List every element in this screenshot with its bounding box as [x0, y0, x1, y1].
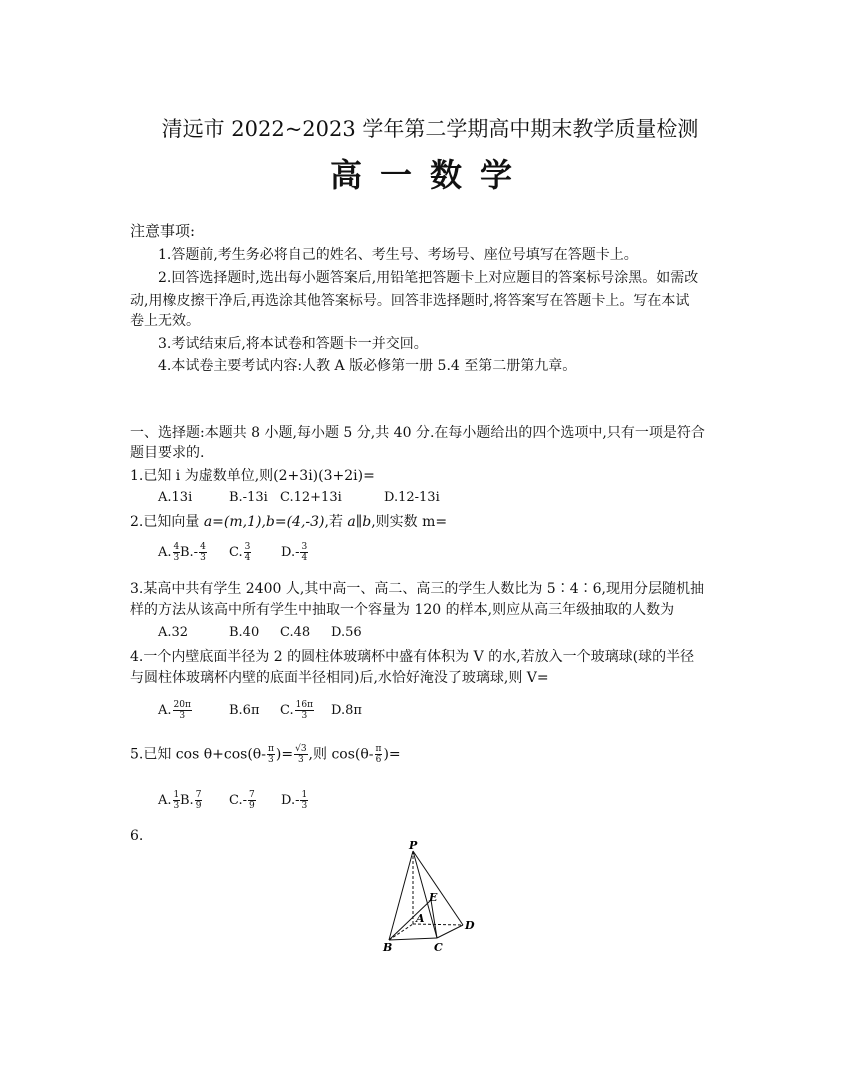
label-a: A — [416, 912, 425, 925]
q5-option-c: C.- $\frac{7}{9}$ — [229, 790, 255, 811]
q4-stem-cont: 与圆柱体玻璃杯内壁的底面半径相同)后,水恰好淹没了玻璃球,则 V= — [130, 670, 549, 686]
q1-option-a: A.13i — [158, 490, 193, 505]
q3-stem-cont: 样的方法从该高中所有学生中抽取一个容量为 120 的样本,则应从高三年级抽取的人数为 — [130, 602, 675, 618]
q1-stem: 1.已知 i 为虚数单位,则(2+3i)(3+2i)= — [130, 468, 375, 484]
q6-number: 6. — [130, 828, 144, 844]
q2-option-a: A. $\frac{4}{3}$ — [158, 542, 180, 563]
section1-heading: 一、选择题:本题共 8 小题,每小题 5 分,共 40 分.在每小题给出的四个选项中,只有一项是符合 — [130, 425, 705, 441]
q5-option-d: D.- $\frac{1}{3}$ — [281, 790, 308, 811]
q4-option-a: A. $\frac{20\pi}{3}$ — [158, 700, 191, 721]
q2-option-d: D.- $\frac{3}{4}$ — [281, 542, 308, 563]
notice-item-4: 4.本试卷主要考试内容:人教 A 版必修第一册 5.4 至第二册第九章。 — [158, 358, 577, 374]
q3-option-b: B.40 — [229, 625, 260, 640]
q5-stem: 5.已知 cos θ+cos(θ- $\frac{\pi}{3}$ )= $\frac{√3}{3}$ ,则 cos(θ- $\frac{\pi}{6}$ )= — [130, 744, 401, 765]
q1-option-b: B.-13i — [229, 490, 268, 505]
q2-stem: 2.已知向量 a=(m,1),b=(4,-3),若 a∥b,则实数 m= — [130, 514, 448, 530]
q3-option-d: D.56 — [331, 625, 362, 640]
q2-option-b: B.- $\frac{4}{3}$ — [180, 542, 206, 563]
label-b: B — [383, 941, 393, 954]
q4-option-d: D.8π — [331, 703, 362, 718]
exam-title: 清远市 2022~2023 学年第二学期高中期末教学质量检测 — [161, 117, 699, 141]
notice-item-2-cont: 动,用橡皮擦干净后,再选涂其他答案标号。回答非选择题时,将答案写在答题卡上。写在本试 — [130, 293, 690, 309]
label-e: E — [429, 891, 438, 904]
notice-item-2: 2.回答选择题时,选出每小题答案后,用铅笔把答题卡上对应题目的答案标号涂黑。如需改 — [158, 270, 699, 286]
q2-option-c: C. $\frac{3}{4}$ — [229, 542, 251, 563]
q4-option-c: C. $\frac{16\pi}{3}$ — [280, 700, 313, 721]
edge-pb — [389, 851, 413, 940]
section1-heading-cont: 题目要求的. — [130, 445, 205, 461]
q1-option-d: D.12-13i — [384, 490, 440, 505]
notice-item-1: 1.答题前,考生务必将自己的姓名、考生号、考场号、座位号填写在答题卡上。 — [158, 247, 638, 263]
exam-subject: 高一数学 — [329, 156, 530, 194]
q4-stem: 4.一个内壁底面半径为 2 的圆柱体玻璃杯中盛有体积为 V 的水,若放入一个玻璃球(球的半径 — [130, 649, 695, 665]
edge-be — [389, 900, 431, 940]
q3-option-a: A.32 — [158, 625, 189, 640]
edge-bc — [389, 938, 437, 940]
edge-cd — [437, 925, 463, 938]
q3-option-c: C.48 — [280, 625, 311, 640]
q3-stem: 3.某高中共有学生 2400 人,其中高一、高二、高三的学生人数比为 5∶4∶6,现用分层随机抽 — [130, 581, 704, 597]
q5-option-b: B. $\frac{7}{9}$ — [180, 790, 202, 811]
notice-heading: 注意事项: — [130, 222, 196, 240]
label-c: C — [434, 941, 443, 954]
pyramid-figure — [375, 838, 485, 958]
q5-option-a: A. $\frac{1}{3}$ — [158, 790, 180, 811]
label-p: P — [409, 839, 418, 852]
q1-option-c: C.12+13i — [280, 490, 342, 505]
notice-item-2-cont2: 卷上无效。 — [130, 313, 200, 329]
notice-item-3: 3.考试结束后,将本试卷和答题卡一并交回。 — [158, 336, 428, 352]
label-d: D — [465, 919, 475, 932]
q4-option-b: B.6π — [229, 703, 260, 718]
